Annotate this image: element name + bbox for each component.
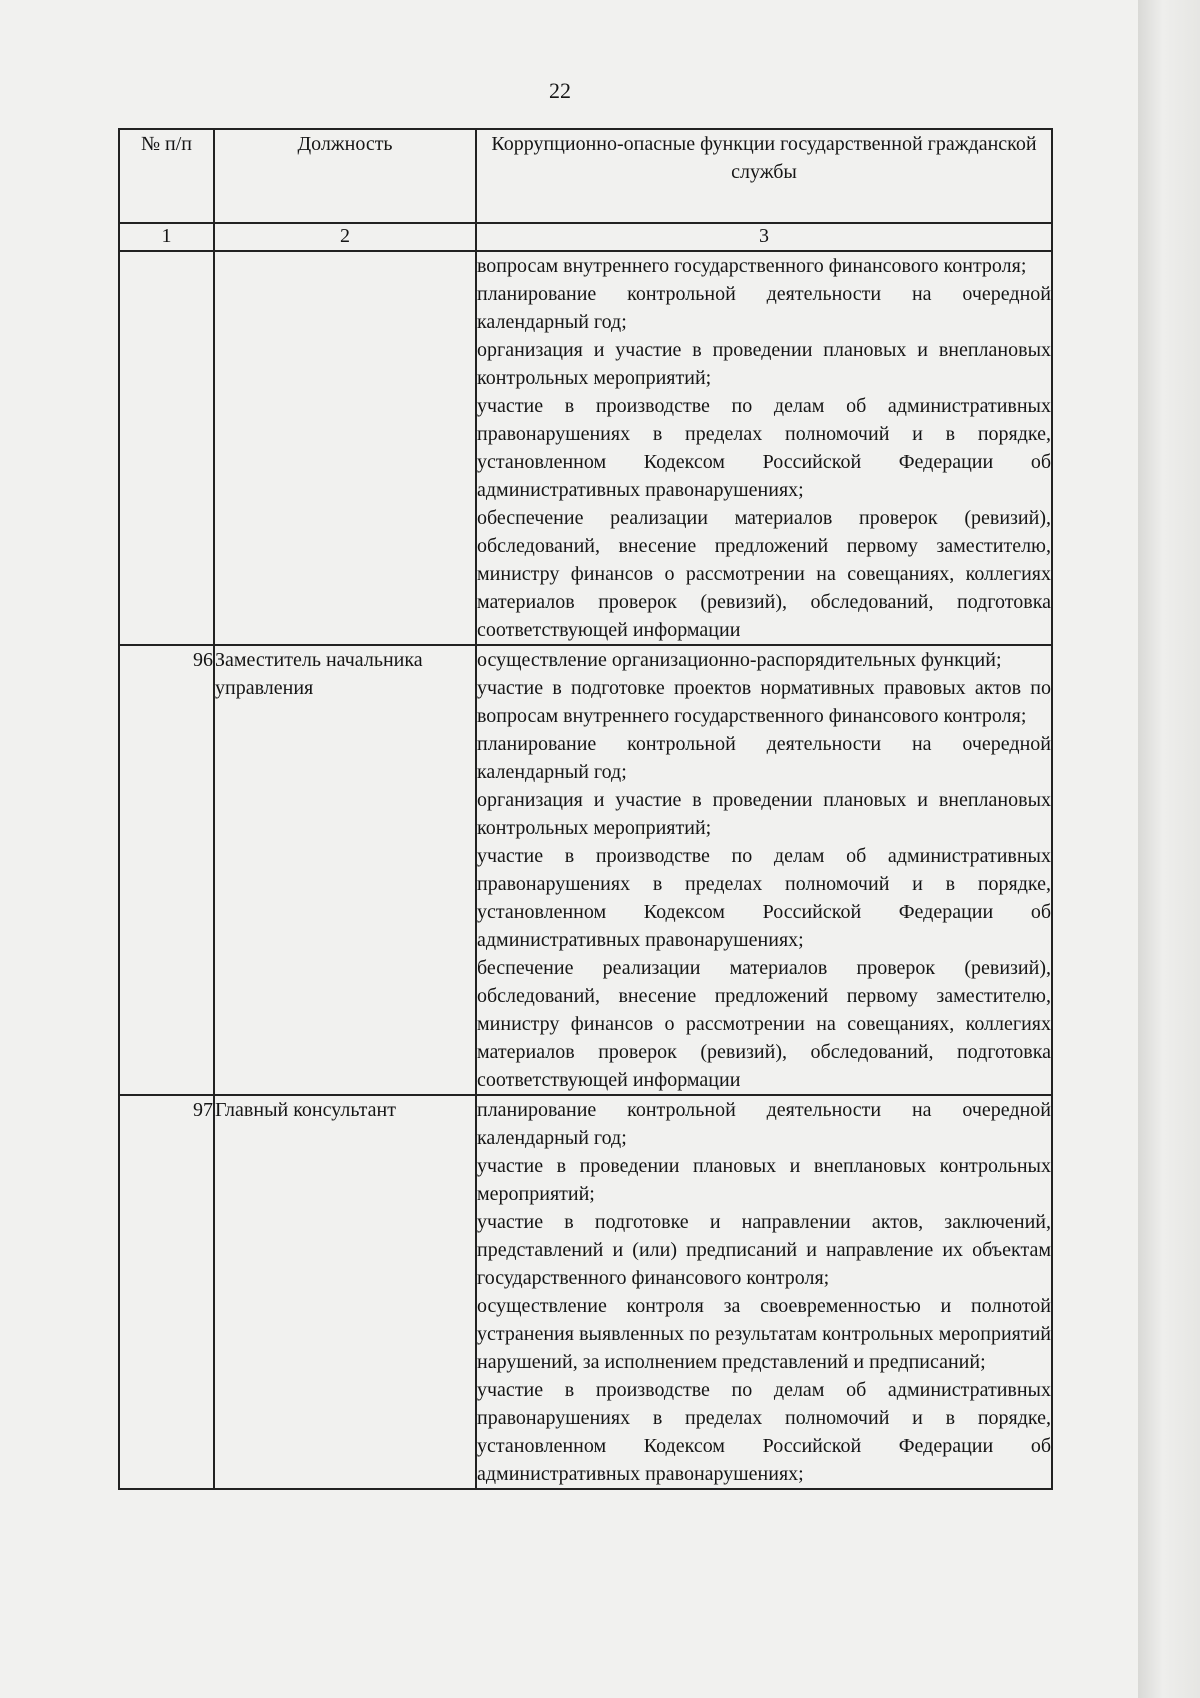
header-position: Должность (214, 129, 476, 223)
page-number: 22 (549, 78, 571, 103)
table-body (119, 251, 1052, 1489)
functions-cell (476, 645, 1052, 1095)
function-item: планирование контрольной деятельности на очередной календарный год; (477, 733, 1051, 783)
functions-table (118, 128, 1053, 1490)
table-row (119, 645, 1052, 1095)
function-item: участие в производстве по делам об административных правонарушениях в пределах полномочий и в порядке, установленном Кодексом Российской Федерации об административных правонарушениях; (477, 1379, 1051, 1485)
function-item: осуществление контроля за своевременностью и полнотой устранения выявленных по результатам контрольных мероприятий нарушений, за исполнением представлений и предписаний; (477, 1295, 1051, 1373)
function-item: участие в подготовке проектов нормативных правовых актов по вопросам внутреннего государственного финансового контроля; (477, 677, 1051, 727)
function-item: организация и участие в проведении плановых и внеплановых контрольных мероприятий; (477, 789, 1051, 839)
column-number: 3 (476, 223, 1052, 251)
page-edge (1138, 0, 1200, 1698)
function-item: участие в проведении плановых и внеплановых контрольных мероприятий; (477, 1155, 1051, 1205)
functions-cell (476, 1095, 1052, 1489)
table-row (119, 1095, 1052, 1489)
row-index: 96 (119, 645, 214, 1095)
function-item: беспечение реализации материалов проверок (ревизий), обследований, внесение предложений первому заместителю, министру финансов о рассмотрении на совещаниях, коллегиях материалов проверок (ревизий), обследований, подготовка соответствующей информации (477, 957, 1051, 1091)
function-item: обеспечение реализации материалов проверок (ревизий), обследований, внесение предложений первому заместителю, министру финансов о рассмотрении на совещаниях, коллегиях материалов проверок (ревизий), обследований, подготовка соответствующей информации (477, 507, 1051, 641)
table-header-row (119, 129, 1052, 223)
function-item: планирование контрольной деятельности на очередной календарный год; (477, 283, 1051, 333)
row-index (119, 251, 214, 645)
position-title: Заместитель начальника управления (214, 645, 476, 1095)
position-title: Главный консультант (214, 1095, 476, 1489)
function-item: осуществление организационно-распорядительных функций; (477, 649, 1002, 671)
column-number: 1 (119, 223, 214, 251)
header-functions: Коррупционно-опасные функции государственной гражданской службы (476, 129, 1052, 223)
row-index: 97 (119, 1095, 214, 1489)
function-item: планирование контрольной деятельности на очередной календарный год; (477, 1099, 1051, 1149)
column-number: 2 (214, 223, 476, 251)
function-item: участие в производстве по делам об административных правонарушениях в пределах полномочий и в порядке, установленном Кодексом Российской Федерации об административных правонарушениях; (477, 395, 1051, 501)
function-item: участие в подготовке и направлении актов, заключений, представлений и (или) предписаний и направление их объектам государственного финансового контроля; (477, 1211, 1051, 1289)
position-title (214, 251, 476, 645)
functions-cell (476, 251, 1052, 645)
column-number-row (119, 223, 1052, 251)
function-item: участие в производстве по делам об административных правонарушениях в пределах полномочий и в порядке, установленном Кодексом Российской Федерации об административных правонарушениях; (477, 845, 1051, 951)
function-item: вопросам внутреннего государственного финансового контроля; (477, 255, 1027, 277)
header-number: № п/п (119, 129, 214, 223)
table-row (119, 251, 1052, 645)
function-item: организация и участие в проведении плановых и внеплановых контрольных мероприятий; (477, 339, 1051, 389)
